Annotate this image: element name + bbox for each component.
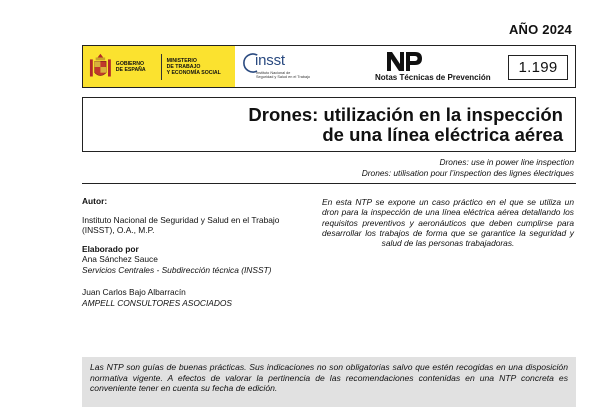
subtitle-english: Drones: use in power line inspection: [439, 157, 574, 167]
insst-subtitle: Instituto Nacional de Seguridad y Salud en el Trabajo: [256, 71, 311, 80]
edition-year: AÑO 2024: [508, 22, 572, 37]
insst-name: insst: [255, 52, 285, 69]
person-1-name: Ana Sánchez Sauce: [82, 254, 158, 264]
government-logo: [83, 46, 235, 87]
title-box: [82, 97, 576, 152]
disclaimer-notice: Las NTP son guías de buenas prácticas. Sus indicaciones no son obligatorias salvo que estén recogidas en una disposición normativa vigente. A efectos de valorar la pertinencia de las recomendaciones contenidas en una NTP concreta es conveniente tener en cuenta su fecha de edición.: [82, 357, 576, 407]
ntp-logo-icon: [385, 50, 423, 72]
document-title: [123, 105, 563, 145]
government-name: GOBIERNO DE ESPAÑA: [115, 60, 146, 73]
insst-logo: [243, 50, 323, 84]
header-box: [82, 45, 576, 88]
subtitle-french: Drones: utilisation pour l’inspection des lignes électriques: [361, 167, 574, 178]
author-line-2: (INSST), O.A., M.P.: [82, 225, 155, 235]
section-divider: [82, 183, 576, 184]
title-line-1: Drones: utilización en la inspección: [248, 104, 563, 125]
ntp-caption: Notas Técnicas de Prevención: [375, 73, 491, 82]
authors-section: [82, 196, 317, 308]
person-1-affiliation: Servicios Centrales - Subdirección técnica (INSST): [82, 264, 272, 275]
person-2-name: Juan Carlos Bajo Albarracín: [82, 287, 186, 297]
ntp-number: 1.199: [508, 55, 568, 80]
prepared-by-label: Elaborado por: [82, 243, 139, 254]
spain-coat-of-arms-icon: [89, 51, 112, 83]
title-line-2: de una línea eléctrica aérea: [322, 124, 563, 145]
person-2-affiliation: AMPELL CONSULTORES ASOCIADOS: [82, 297, 233, 308]
author-label: Autor:: [82, 196, 108, 206]
logo-divider: [161, 54, 162, 80]
translated-titles: [362, 157, 574, 178]
ministry-name: MINISTERIO DE TRABAJO Y ECONOMÍA SOCIAL: [166, 57, 221, 76]
author-line-1: Instituto Nacional de Seguridad y Salud en el Trabajo: [82, 214, 280, 225]
abstract: En esta NTP se expone un caso práctico en el que se utiliza un dron para la inspección de una línea eléctrica aérea detallando los requisitos preventivos y aeronáuticos que deben cumplirse para desarrollar los trabajos de forma que se garantice la seguridad y salud de las personas trabajadoras.: [322, 197, 574, 249]
